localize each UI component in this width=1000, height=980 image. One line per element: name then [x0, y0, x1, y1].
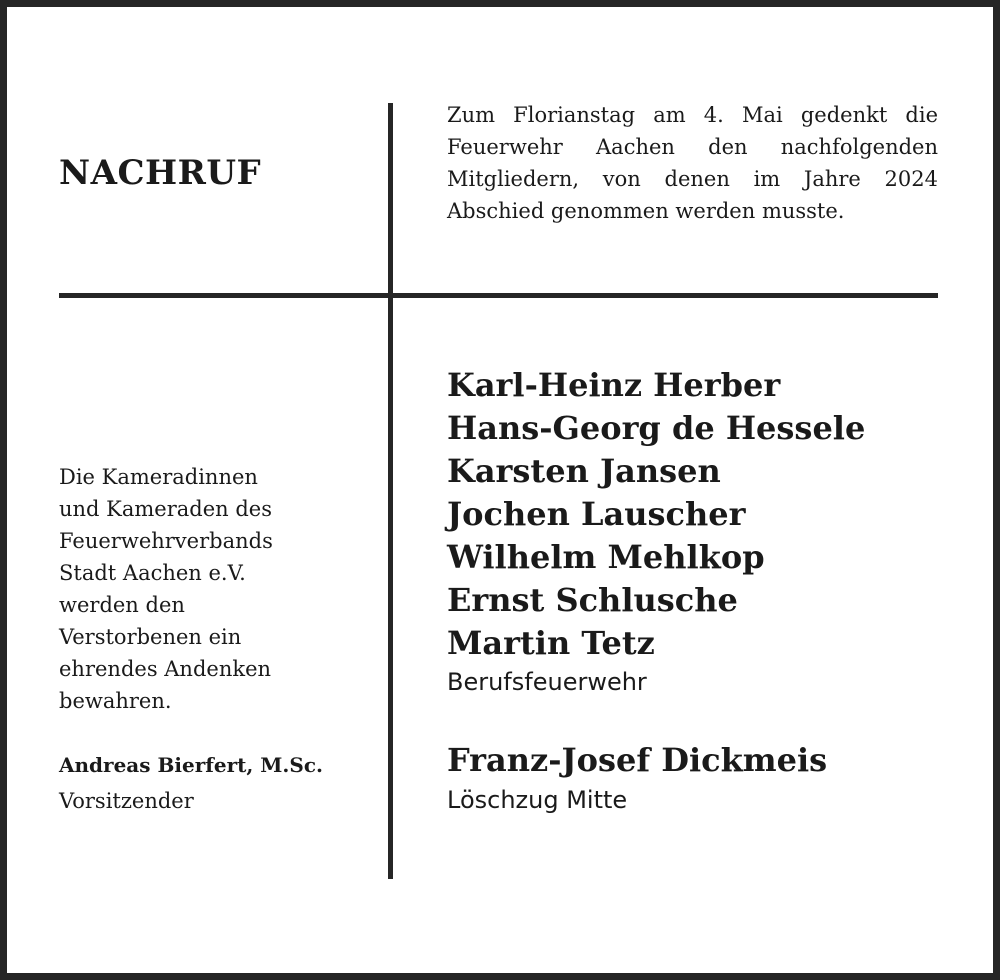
deceased-name: Ernst Schlusche [447, 581, 738, 619]
notice-title: NACHRUF [59, 153, 262, 193]
tribute-text [59, 461, 379, 717]
deceased-name: Karsten Jansen [447, 452, 721, 490]
tribute-line: ehrendes Andenken [59, 657, 272, 681]
signer-name: Andreas Bierfert, M.Sc. [59, 753, 323, 777]
unit-label-loeschzug: Löschzug Mitte [447, 786, 628, 814]
deceased-name: Wilhelm Mehlkop [447, 538, 765, 576]
signer-role: Vorsitzender [59, 789, 194, 813]
deceased-name: Franz-Josef Dickmeis [447, 741, 828, 779]
cross-vertical-bar [388, 103, 393, 879]
tribute-line: Die Kameradinnen [59, 465, 258, 489]
tribute-line: Verstorbenen ein [59, 625, 242, 649]
tribute-line: Stadt Aachen e.V. [59, 561, 246, 585]
deceased-name: Karl-Heinz Herber [447, 366, 781, 404]
tribute-line: Feuerwehrverbands [59, 529, 273, 553]
tribute-line: werden den [59, 593, 185, 617]
deceased-name: Jochen Lauscher [447, 495, 746, 533]
tribute-line: bewahren. [59, 689, 172, 713]
intro-text: Zum Florianstag am 4. Mai gedenkt die Feuerwehr Aachen den nachfolgenden Mitgliedern, von denen im Jahre 2024 Abschied genommen werden musste. [447, 103, 938, 223]
deceased-list-berufsfeuerwehr [447, 364, 865, 665]
deceased-name: Hans-Georg de Hessele [447, 409, 866, 447]
unit-label-berufsfeuerwehr: Berufsfeuerwehr [447, 668, 647, 696]
cross-horizontal-bar [59, 293, 938, 298]
tribute-line: und Kameraden des [59, 497, 272, 521]
deceased-name: Martin Tetz [447, 624, 655, 662]
